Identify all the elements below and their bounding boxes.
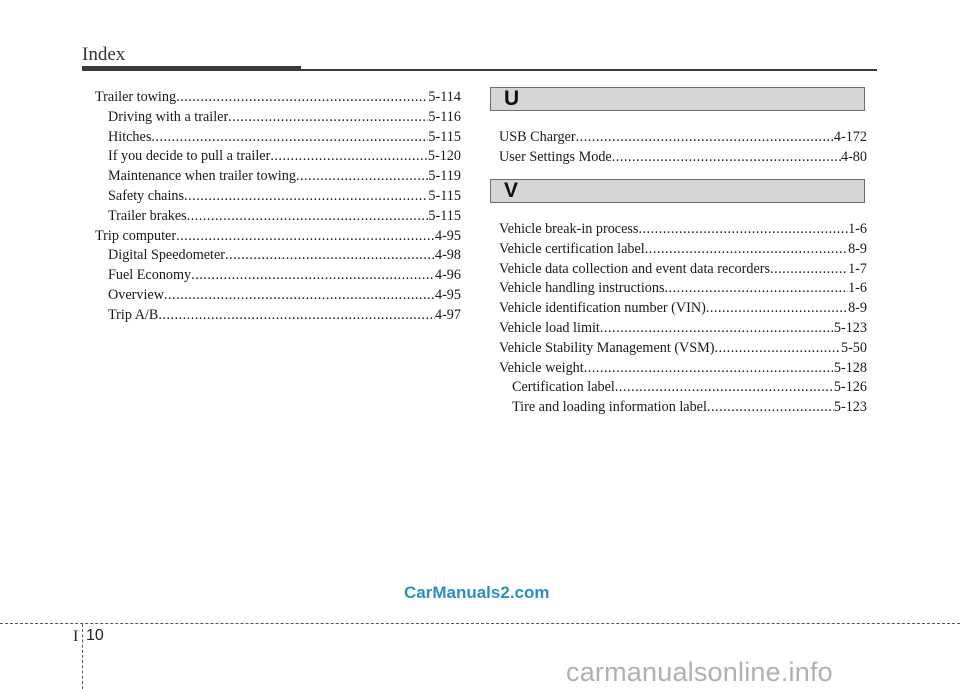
index-entry[interactable] (499, 359, 867, 379)
index-entry-label: User Settings Mode (499, 148, 612, 165)
index-entry[interactable] (95, 227, 461, 247)
dot-leader (176, 227, 435, 247)
section-letter: V (504, 179, 519, 202)
index-entry-label: Trip A/B (108, 306, 159, 323)
index-entry[interactable] (95, 286, 461, 306)
dot-leader (706, 299, 848, 319)
index-entry-label: Vehicle data collection and event data recorders (499, 260, 771, 277)
dot-leader (164, 286, 435, 306)
index-entry[interactable] (95, 88, 461, 108)
index-entry-label: Vehicle break-in process (499, 221, 639, 237)
dot-leader (184, 187, 428, 207)
index-entry[interactable] (499, 279, 867, 299)
dot-leader (176, 88, 428, 108)
index-entry-page: 8-9 (848, 300, 867, 317)
index-entry[interactable] (95, 246, 461, 266)
dot-leader (584, 359, 834, 379)
index-entry-page: 1-7 (848, 260, 867, 277)
index-entry-label: Trailer brakes (108, 207, 187, 224)
index-entry[interactable] (499, 148, 867, 168)
index-entry-label: Vehicle Stability Management (VSM) (499, 339, 715, 356)
index-entry[interactable] (499, 319, 867, 339)
dot-leader (707, 398, 834, 418)
index-column-v (499, 220, 867, 418)
index-entry[interactable] (499, 220, 867, 240)
index-column-left (95, 88, 461, 326)
index-entry[interactable] (499, 240, 867, 260)
index-entry[interactable] (95, 306, 461, 326)
index-entry-label: Maintenance when trailer towing (108, 168, 296, 185)
index-entry-page: 4-96 (434, 267, 461, 284)
dot-leader (645, 240, 848, 260)
dot-leader (151, 128, 428, 148)
index-entry-label: Vehicle identification number (VIN) (499, 300, 706, 317)
index-entry-label: Hitches (108, 128, 152, 145)
index-entry-page: 5-120 (427, 148, 461, 165)
index-entry-label: Trip computer (95, 227, 177, 244)
index-entry[interactable] (95, 147, 461, 167)
index-entry[interactable] (499, 260, 867, 280)
index-entry-page: 5-114 (428, 89, 461, 105)
index-entry-page: 4-97 (434, 306, 461, 323)
index-entry-label: Driving with a trailer (108, 108, 229, 125)
index-entry[interactable] (95, 207, 461, 227)
index-entry-page: 5-126 (833, 379, 867, 396)
index-entry-page: 5-115 (428, 207, 461, 224)
index-entry-label: USB Charger (499, 129, 576, 145)
dot-leader (638, 220, 848, 240)
index-entry-page: 5-50 (840, 339, 867, 356)
footer-section-letter: I (73, 628, 79, 645)
footer-divider (0, 623, 960, 624)
index-entry-label: Vehicle handling instructions (499, 280, 665, 297)
index-entry-label: Fuel Economy (108, 267, 192, 284)
section-header-u (490, 87, 865, 111)
section-letter: U (504, 87, 520, 110)
index-entry-page: 4-95 (434, 227, 461, 244)
header-rule-thin (301, 69, 877, 71)
section-header-v (490, 179, 865, 203)
index-entry-label: Vehicle weight (499, 359, 584, 376)
index-entry-page: 5-128 (833, 359, 867, 376)
index-entry[interactable] (499, 299, 867, 319)
index-entry-label: Digital Speedometer (108, 247, 226, 264)
index-column-u (499, 128, 867, 168)
index-entry-label: Overview (108, 286, 164, 303)
index-entry-page: 8-9 (848, 240, 867, 257)
index-entry[interactable] (95, 128, 461, 148)
dot-leader (600, 319, 834, 339)
index-entry-page: 5-115 (428, 128, 461, 145)
watermark-logo[interactable]: CarManuals2.com (404, 583, 550, 602)
index-entry-label: Trailer towing (95, 89, 177, 105)
index-entry-label: Certification label (512, 379, 615, 396)
dot-leader (715, 339, 841, 359)
index-entry-page: 4-172 (833, 129, 867, 145)
dot-leader (158, 306, 435, 326)
index-entry-page: 5-116 (428, 108, 461, 125)
index-entry-label: Vehicle certification label (499, 240, 645, 257)
page-title: Index (82, 44, 126, 65)
header-rule-thick (82, 66, 301, 71)
index-entry[interactable] (499, 378, 867, 398)
dot-leader (270, 147, 428, 167)
dot-leader (576, 128, 834, 148)
index-entry-label: Safety chains (108, 187, 185, 204)
dot-leader (228, 108, 428, 128)
dot-leader (296, 167, 429, 187)
index-entry[interactable] (95, 266, 461, 286)
index-entry-page: 5-119 (428, 168, 461, 185)
index-entry-page: 1-6 (848, 221, 867, 237)
index-entry[interactable] (95, 187, 461, 207)
index-entry-page: 4-98 (434, 247, 461, 264)
dot-leader (770, 260, 848, 280)
index-entry[interactable] (499, 398, 867, 418)
index-entry-page: 5-123 (833, 319, 867, 336)
watermark-site[interactable]: carmanualsonline.info (566, 657, 833, 687)
dot-leader (665, 279, 849, 299)
index-entry-page: 5-123 (833, 399, 867, 416)
index-entry-label: Tire and loading information label (512, 399, 707, 416)
dot-leader (191, 266, 435, 286)
index-entry-page: 4-80 (840, 148, 867, 165)
index-entry-page: 1-6 (848, 280, 867, 297)
footer-vertical-divider (82, 624, 83, 689)
dot-leader (225, 246, 435, 266)
dot-leader (612, 148, 841, 168)
index-entry[interactable] (499, 128, 867, 148)
index-entry-page: 5-115 (428, 187, 461, 204)
index-entry[interactable] (95, 167, 461, 187)
index-entry[interactable] (499, 339, 867, 359)
index-entry-page: 4-95 (434, 286, 461, 303)
footer-page-number: 10 (86, 627, 104, 644)
index-entry[interactable] (95, 108, 461, 128)
index-entry-label: Vehicle load limit (499, 319, 600, 336)
dot-leader (187, 207, 429, 227)
dot-leader (615, 378, 834, 398)
index-entry-label: If you decide to pull a trailer (108, 148, 271, 165)
